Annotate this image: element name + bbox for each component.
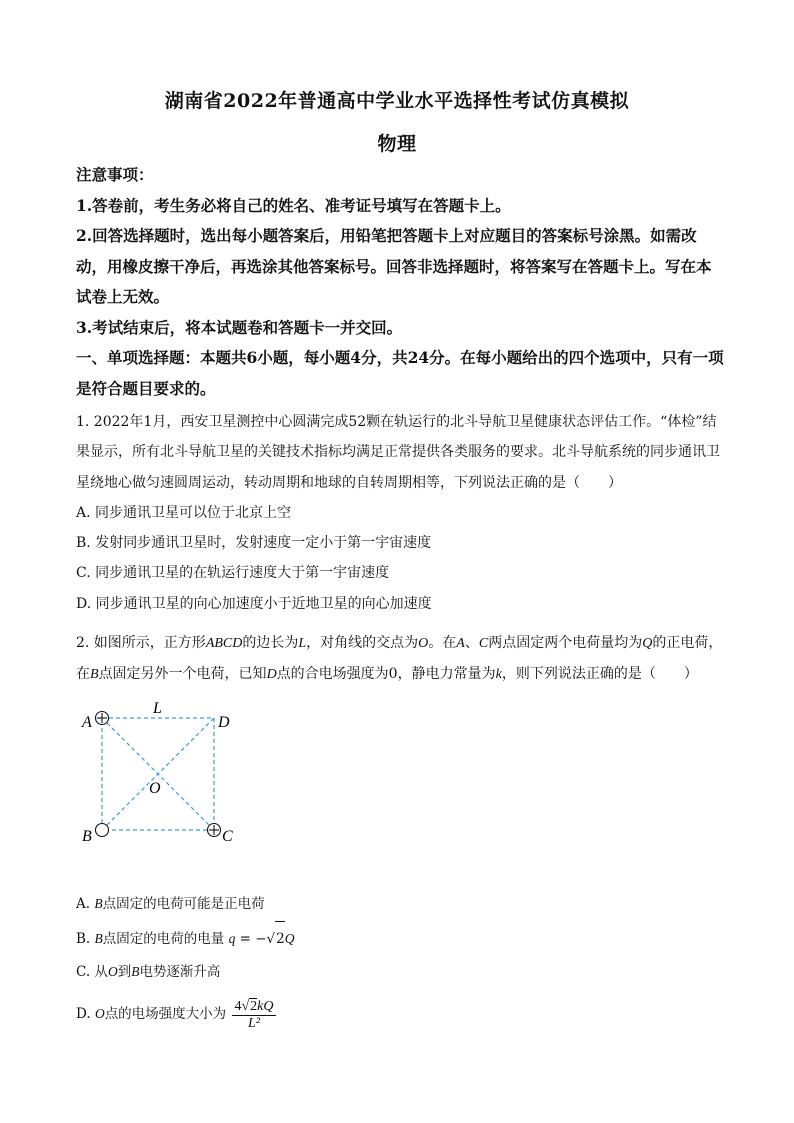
question-1-option-d: D. 同步通讯卫星的向心加速度小于近地卫星的向心加速度 [76, 595, 432, 612]
positive-charge-a [96, 712, 109, 725]
unknown-charge-b [96, 824, 109, 837]
label-d: D [218, 714, 230, 731]
label-l: L [153, 700, 162, 717]
subject-title: 物理 [377, 133, 417, 155]
note-item-1: 1.答卷前，考生务必将自己的姓名、准考证号填写在答题卡上。 [76, 195, 511, 215]
question-1-option-c: C. 同步通讯卫星的在轨运行速度大于第一宇宙速度 [76, 565, 390, 582]
field-strength-fraction: $\frac{4√2kQ}{\text{L²}}$ [234, 998, 274, 1031]
question-1-stem: 1. 2022年1月，西安卫星测控中心圆满完成52颗在轨运行的北斗导航卫星健康状态评估工作。“体检”结果显示，所有北斗导航卫星的关键技术指标均满足正常提供各类服务的要求。北斗导航系统的同步通讯卫星绕地心做匀速圆周运动，转动周期和地球的自转周期相等，下列说法正确的是（ ） [76, 414, 720, 491]
question-2-stem: 2. 如图所示，正方形ABCD的边长为L，对角线的交点为O。在A、C两点固定两个电荷量均为Q的正电荷，在B点固定另外一个电荷，已知D点的合电场强度为0，静电力常量为k，则下列说法正确的是（ ） [76, 635, 723, 683]
question-1-option-a: A. 同步通讯卫星可以位于北京上空 [76, 504, 292, 521]
question-2 [76, 628, 726, 691]
note-item-2: 2.回答选择题时，选出每小题答案后，用铅笔把答题卡上对应题目的答案标号涂黑。如需改动，用橡皮擦干净后，再选涂其他答案标号。回答非选择题时，将答案写在答题卡上。写在本试卷上无效。 [76, 226, 712, 306]
label-o: O [149, 780, 161, 797]
exam-title: 湖南省2022年普通高中学业水平选择性考试仿真模拟 [164, 90, 630, 112]
section-heading: 一、单项选择题：本题共6小题，每小题4分，共24分。在每小题给出的四个选项中，只有一项是符合题目要求的。 [76, 348, 724, 398]
square-charge-diagram [76, 698, 246, 848]
notes-heading: 注意事项： [76, 165, 154, 184]
question-1-option-b: B. 发射同步通讯卫星时，发射速度一定小于第一宇宙速度 [76, 535, 432, 552]
label-b: B [82, 828, 92, 845]
question-2-options [76, 887, 726, 1039]
label-a: A [82, 714, 92, 731]
question-1 [76, 407, 726, 619]
exam-notes [76, 160, 726, 404]
question-2-option-c: C. 从O到B电势逐渐升高 [76, 964, 221, 980]
positive-charge-c [208, 824, 221, 837]
question-2-option-d: D. O点的电场强度大小为 $\frac{4√2kQ}{\text{L²}}$ [76, 998, 274, 1031]
question-2-option-a: A. B点固定的电荷可能是正电荷 [76, 896, 265, 912]
question-2-option-b: B. B点固定的电荷的电量 q = −√2Q [76, 921, 726, 955]
label-c: C [222, 828, 233, 845]
note-item-3: 3.考试结束后，将本试题卷和答题卡一并交回。 [76, 317, 403, 337]
